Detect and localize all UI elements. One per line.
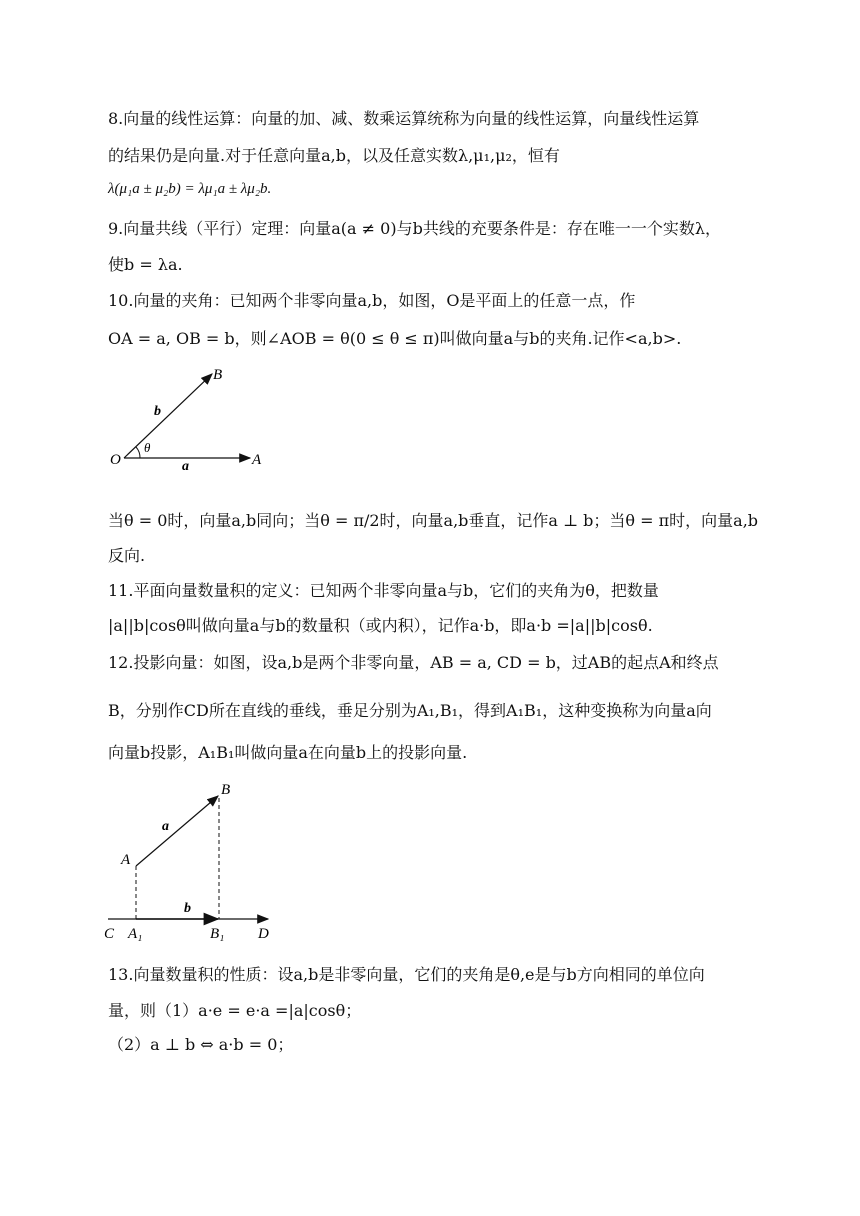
item13-line2: 量，则（1）a·e = e·a =|a|cosθ； [108,1001,362,1020]
label-A: A [121,852,131,868]
projection-figure [100,778,290,943]
item8-line1: 8.向量的线性运算：向量的加、减、数乘运算统称为向量的线性运算，向量线性运算 [108,109,700,128]
item11-line1: 11.平面向量数量积的定义：已知两个非零向量a与b，它们的夹角为θ，把数量 [108,581,659,600]
label-C: C [104,926,115,942]
label-O: O [110,452,121,468]
vector-a-line [136,796,218,866]
item8-formula: λ(μ₁a ± μ₂b) = λμ₁a ± λμ₂b. [108,181,272,197]
label-A: A [252,452,262,468]
label-A1: A₁ [128,926,143,942]
item9-line1: 9.向量共线（平行）定理：向量a(a ≠ 0)与b共线的充要条件是：存在唯一一个实数λ， [108,219,721,238]
item12-line2: B，分别作CD所在直线的垂线，垂足分别为A₁,B₁，得到A₁B₁，这种变换称为向量a向 [108,701,712,720]
label-b: b [154,404,161,419]
item10-line2: OA = a, OB = b，则∠AOB = θ(0 ≤ θ ≤ π)叫做向量a与b的夹角.记作<a,b>. [108,329,682,348]
item10-line1: 10.向量的夹角：已知两个非零向量a,b，如图，O是平面上的任意一点，作 [108,291,636,310]
item12-line1: 12.投影向量：如图，设a,b是两个非零向量，AB = a, CD = b，过AB的起点A和终点 [108,653,719,672]
label-a: a [162,819,169,834]
label-b: b [184,901,191,916]
item12-line3: 向量b投影，A₁B₁叫做向量a在向量b上的投影向量. [108,743,468,762]
label-B: B [213,367,223,383]
label-D: D [258,926,269,942]
label-B1: B₁ [210,926,225,942]
label-theta: θ [144,440,151,455]
item9-line2: 使b = λa. [108,255,183,274]
item13-line3: （2）a ⊥ b ⇔ a·b = 0； [108,1035,294,1054]
angle-figure [100,360,280,480]
angle-arc [136,447,140,458]
item8-line2: 的结果仍是向量.对于任意向量a,b，以及任意实数λ,μ₁,μ₂，恒有 [108,146,560,165]
label-a: a [182,459,189,474]
item13-line1: 13.向量数量积的性质：设a,b是非零向量，它们的夹角是θ,e是与b方向相同的单位向 [108,965,705,984]
item10-line4: 反向. [108,546,146,565]
item10-line3: 当θ = 0时，向量a,b同向；当θ = π/2时，向量a,b垂直，记作a ⊥ b；当θ = π时，向量a,b [108,511,759,530]
item11-line2: |a||b|cosθ叫做向量a与b的数量积（或内积），记作a·b，即a·b =|a||b|cosθ. [108,616,653,635]
label-B: B [221,782,231,798]
vector-b-line [124,374,212,458]
